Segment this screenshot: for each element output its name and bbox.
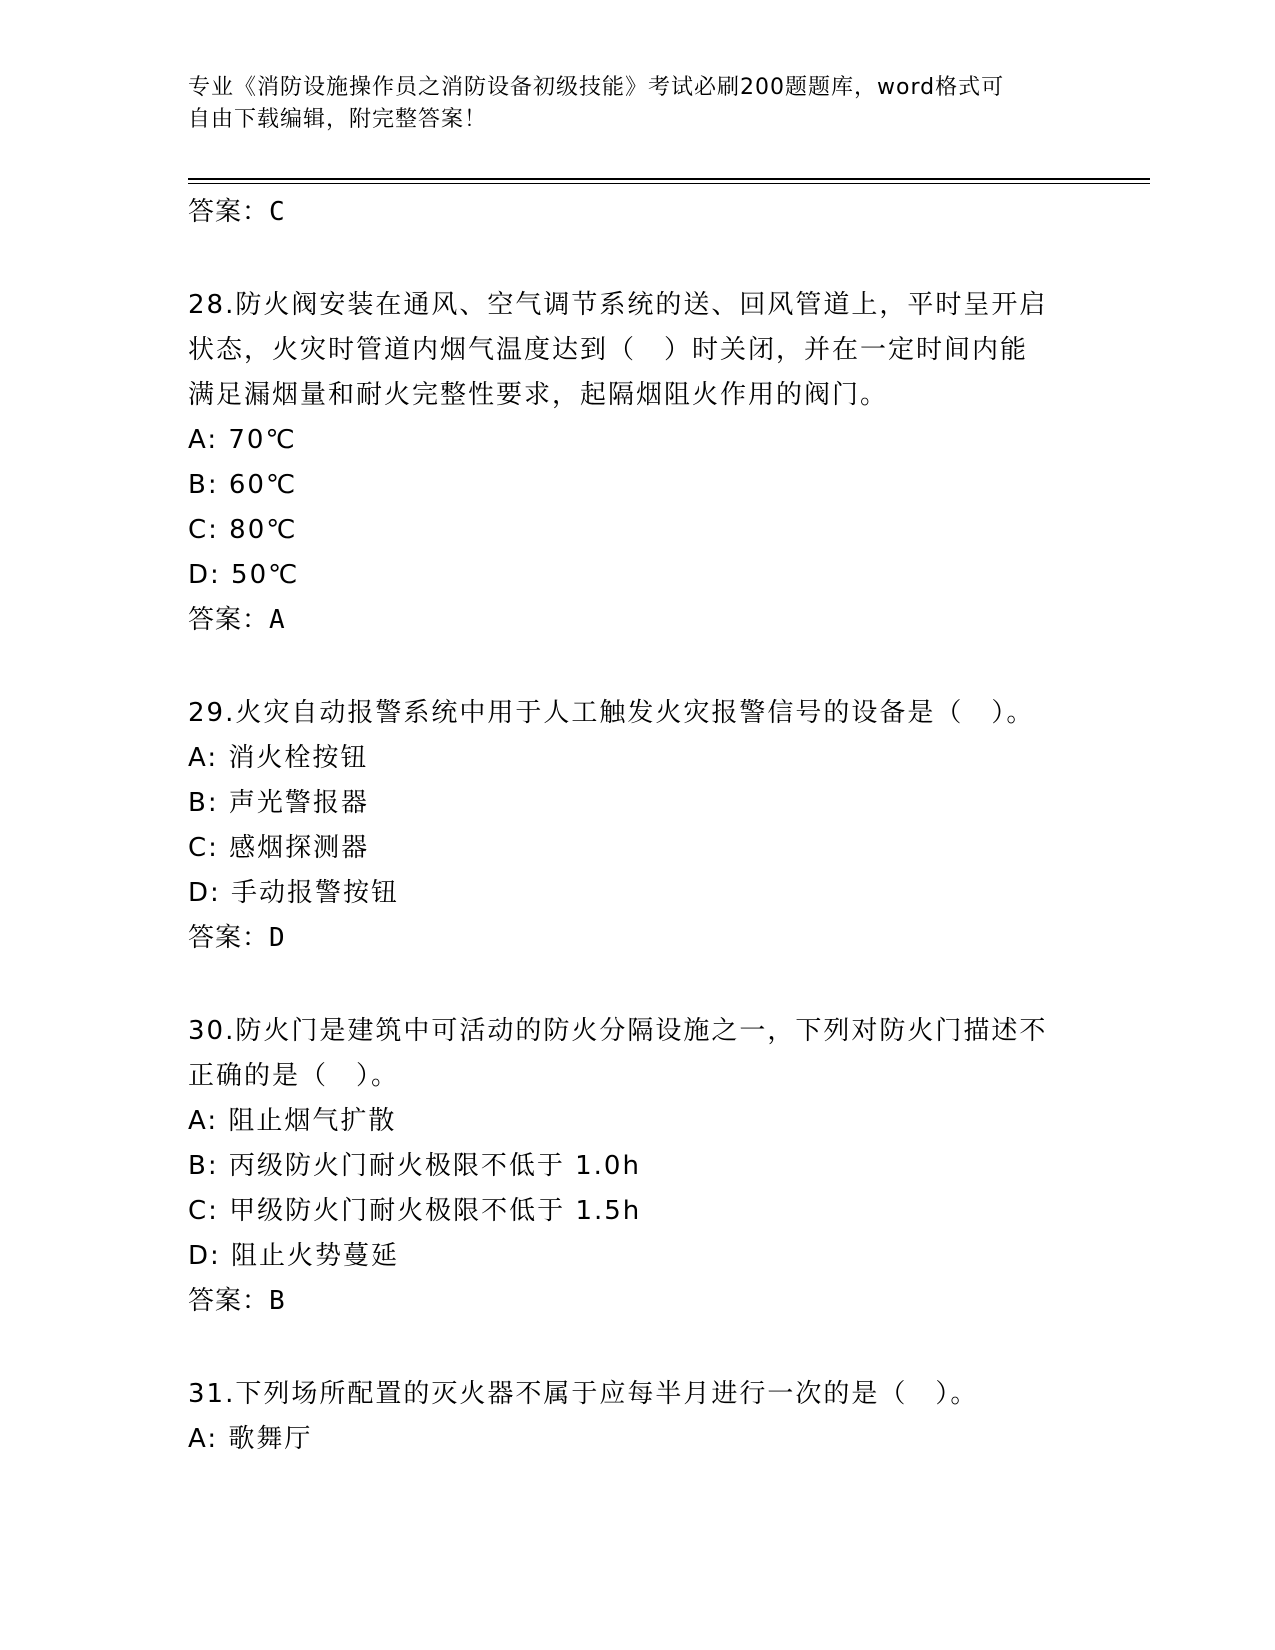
answer-value: A: [269, 605, 286, 635]
option-b: B: 声光警报器: [188, 788, 369, 818]
header-line-2: 自由下载编辑，附完整答案！: [188, 107, 488, 132]
spacer: [188, 235, 1088, 283]
answer-line: [188, 1279, 1088, 1324]
header-line-1: 专业《消防设施操作员之消防设备初级技能》考试必刷200题题库，word格式可: [188, 75, 1005, 100]
option-b: B: 丙级防火门耐火极限不低于 1.0h: [188, 1151, 641, 1181]
question-text-line: 28.防火阀安装在通风、空气调节系统的送、回风管道上，平时呈开启: [188, 290, 1048, 320]
question-text-line: 正确的是（ ）。: [188, 1061, 400, 1091]
answer-line: [188, 190, 1088, 235]
option-c: C: 80℃: [188, 515, 298, 545]
answer-line: [188, 598, 1088, 643]
answer-line: [188, 916, 1088, 961]
answer-value: C: [269, 197, 286, 227]
answer-label: 答案：: [188, 1286, 270, 1316]
page-header: [188, 72, 1088, 136]
option-d: D: 阻止火势蔓延: [188, 1241, 400, 1271]
answer-value: B: [269, 1286, 286, 1316]
spacer: [188, 961, 1088, 1009]
question-29: [188, 691, 1088, 961]
answer-label: 答案：: [188, 605, 270, 635]
spacer: [188, 1324, 1088, 1372]
answer-label: 答案：: [188, 197, 270, 227]
option-b: B: 60℃: [188, 470, 298, 500]
question-text-line: 30.防火门是建筑中可活动的防火分隔设施之一，下列对防火门描述不: [188, 1016, 1048, 1046]
option-c: C: 感烟探测器: [188, 833, 370, 863]
question-28: [188, 283, 1088, 643]
question-text-line: 满足漏烟量和耐火完整性要求，起隔烟阻火作用的阀门。: [188, 380, 889, 410]
header-divider-thin: [188, 183, 1150, 184]
answer-label: 答案：: [188, 923, 270, 953]
option-c: C: 甲级防火门耐火极限不低于 1.5h: [188, 1196, 642, 1226]
answer-value: D: [269, 923, 286, 953]
option-a: A: 阻止烟气扩散: [188, 1106, 397, 1136]
question-text-line: 状态，火灾时管道内烟气温度达到（ ）时关闭，并在一定时间内能: [188, 335, 1029, 365]
question-text-line: 31.下列场所配置的灭火器不属于应每半月进行一次的是（ ）。: [188, 1379, 979, 1409]
option-d: D: 50℃: [188, 560, 300, 590]
option-d: D: 手动报警按钮: [188, 878, 400, 908]
question-30: [188, 1009, 1088, 1324]
spacer: [188, 643, 1088, 691]
option-a: A: 消火栓按钮: [188, 743, 369, 773]
question-text-line: 29.火灾自动报警系统中用于人工触发火灾报警信号的设备是（ ）。: [188, 698, 1035, 728]
option-a: A: 歌舞厅: [188, 1424, 313, 1454]
header-divider-thick: [188, 178, 1150, 180]
question-content: [188, 190, 1088, 1462]
question-31: [188, 1372, 1088, 1462]
option-a: A: 70℃: [188, 425, 297, 455]
